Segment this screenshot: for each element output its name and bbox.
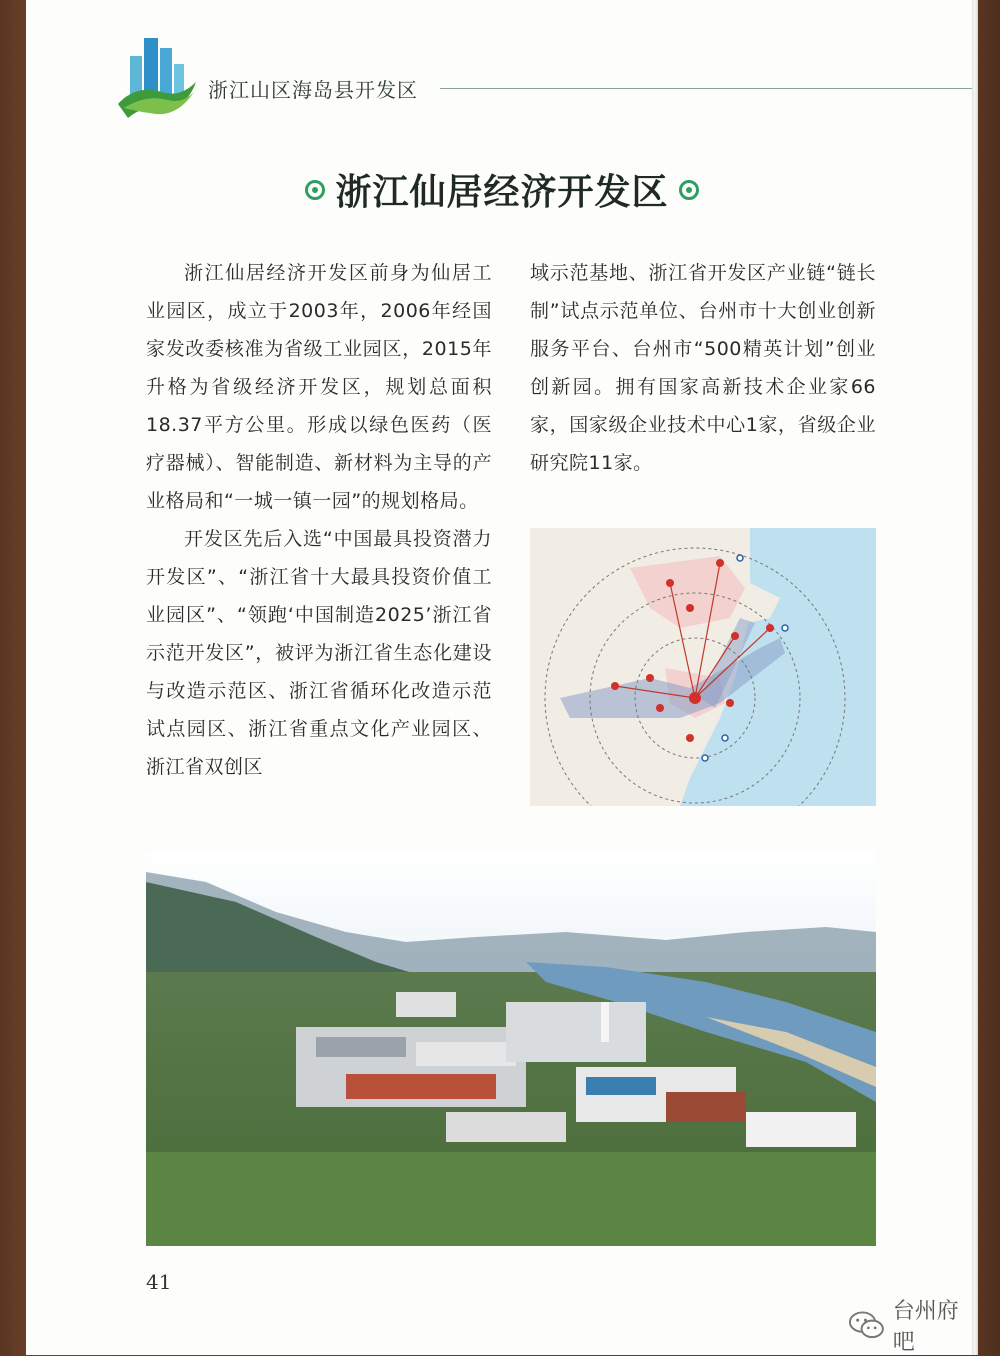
- page-number: 41: [146, 1270, 172, 1294]
- paragraph: 开发区先后入选“中国最具投资潜力开发区”、“浙江省十大最具投资价值工业园区”、“领跑‘中国制造2025’浙江省示范开发区”，被评为浙江省生态化建设与改造示范区、浙江省循环化改造示范试点园区、浙江省重点文化产业园区、浙江省双创区: [146, 528, 492, 778]
- left-text-column: [146, 254, 492, 786]
- target-circle-icon: [305, 180, 325, 200]
- development-zone-logo: [116, 34, 198, 120]
- industrial-park-aerial-photo: [146, 852, 876, 1246]
- header-divider: [440, 88, 974, 89]
- title-block: [26, 164, 978, 215]
- article-title: 浙江仙居经济开发区: [335, 171, 669, 213]
- paragraph: 浙江仙居经济开发区前身为仙居工业园区，成立于2003年，2006年经国家发改委核准为省级工业园区，2015年升格为省级经济开发区，规划总面积18.37平方公里。形成以绿色医药（医疗器械）、智能制造、新材料为主导的产业格局和“一城一镇一园”的规划格局。: [146, 262, 492, 512]
- page-edge: [972, 0, 978, 1355]
- right-text-column: [530, 254, 876, 482]
- target-circle-icon: [679, 180, 699, 200]
- section-title: 浙江山区海岛县开发区: [208, 78, 418, 102]
- document-page: [26, 0, 978, 1355]
- article-title-row: [305, 164, 698, 215]
- watermark: [848, 1294, 978, 1356]
- location-map: [530, 528, 876, 806]
- wechat-icon: [848, 1309, 885, 1341]
- paragraph: 域示范基地、浙江省开发区产业链“链长制”试点示范单位、台州市十大创业创新服务平台、台州市“500精英计划”创业创新园。拥有国家高新技术企业家66家，国家级企业技术中心1家，省级企业研究院11家。: [530, 262, 876, 474]
- watermark-text: 台州府吧: [892, 1299, 959, 1355]
